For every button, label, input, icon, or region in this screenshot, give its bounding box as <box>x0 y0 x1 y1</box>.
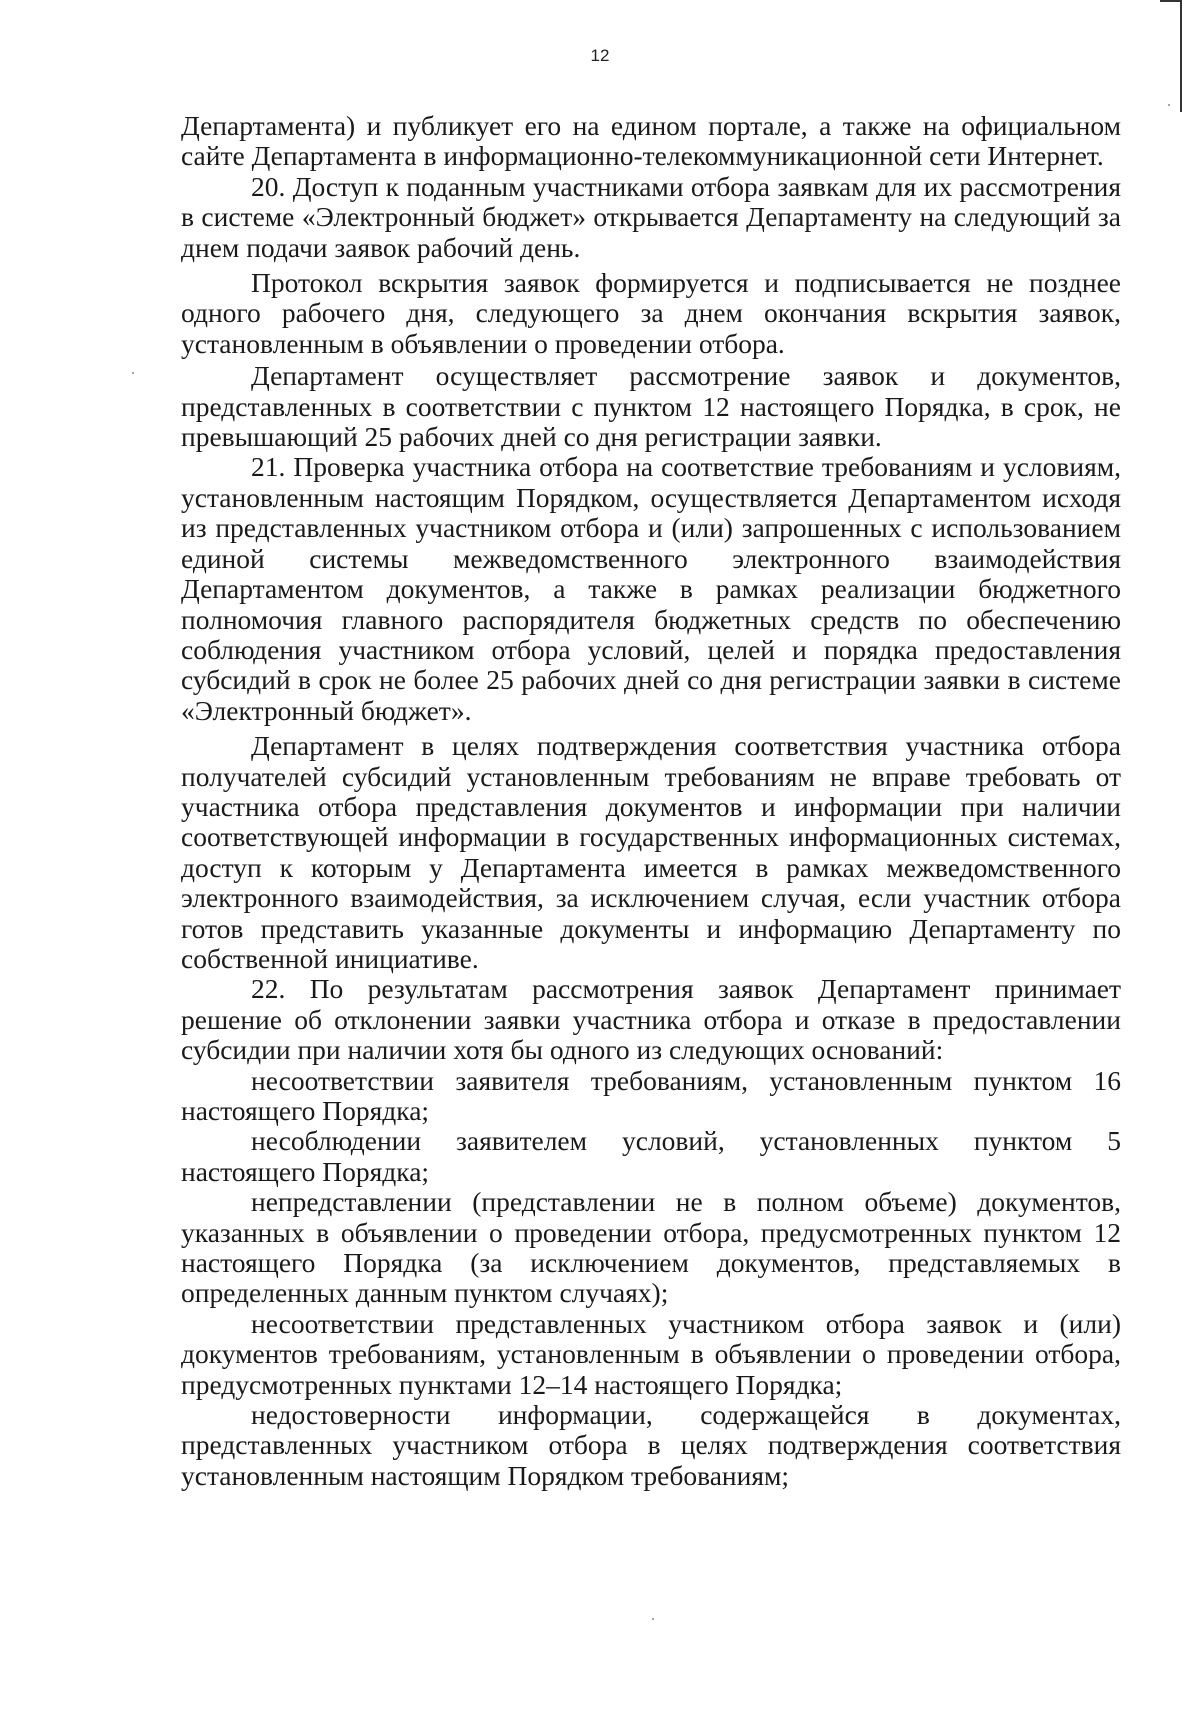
list-item-ground-2: несоблюдении заявителем условий, установленных пунктом 5 настоящего Порядка; <box>181 1125 1121 1187</box>
list-item-ground-3: непредставлении (представлении не в полном объеме) документов, указанных в объявлении о проведении отбора, предусмотренных пунктом 12 настоящего Порядка (за исключением документов, представляемых в определенных данным пунктом случаях); <box>181 1186 1121 1309</box>
paragraph-protocol: Протокол вскрытия заявок формируется и подписывается не позднее одного рабочего дня, следующего за днем окончания вскрытия заявок, установленным в объявлении о проведении отбора. <box>181 267 1121 359</box>
paragraph-item-20: 20. Доступ к поданным участниками отбора заявкам для их рассмотрения в системе «Электронный бюджет» открывается Департаменту на следующий за днем подачи заявок рабочий день. <box>181 170 1121 263</box>
list-item-ground-1: несоответствии заявителя требованиям, установленным пунктом 16 настоящего Порядка; <box>181 1064 1121 1126</box>
paragraph-no-extra-docs: Департамент в целях подтверждения соответствия участника отбора получателей субсидий установленным требованиям не вправе требовать от участника отбора представления документов и информации при наличии соответствующей информации в государственных информационных системах, доступ к которым у Департамента имеется в рамках межведомственного электронного взаимодействия, за исключением случая, если участник отбора готов представить указанные документы и информацию Департаменту по собственной инициативе. <box>181 730 1121 974</box>
scan-edge-tick <box>1160 0 1182 2</box>
page-number: 12 <box>590 46 610 65</box>
paragraph-item-22: 22. По результатам рассмотрения заявок Департамент принимает решение об отклонении заявки участника отбора и отказе в предоставлении субсидии при наличии хотя бы одного из следующих оснований: <box>181 973 1121 1066</box>
scan-speck <box>1168 104 1170 106</box>
paragraph-continuation: Департамента) и публикует его на едином портале, а также на официальном сайте Департамента в информационно-телекоммуникационной сети Интернет. <box>181 110 1121 172</box>
document-body <box>181 111 1121 1491</box>
paragraph-item-21: 21. Проверка участника отбора на соответствие требованиям и условиям, установленным настоящим Порядком, осуществляется Департаментом исходя из представленных участником отбора и (или) запрошенных с использованием единой системы межведомственного электронного взаимодействия Департаментом документов, а также в рамках реализации бюджетного полномочия главного распорядителя бюджетных средств по обеспечению соблюдения участником отбора условий, целей и порядка предоставления субсидий в срок не более 25 рабочих дней со дня регистрации заявки в системе «Электронный бюджет». <box>181 451 1121 726</box>
paragraph-review-term: Департамент осуществляет рассмотрение заявок и документов, представленных в соответствии с пунктом 12 настоящего Порядка, в срок, не превышающий 25 рабочих дней со дня регистрации заявки. <box>181 360 1121 453</box>
scan-speck <box>652 1618 654 1620</box>
list-item-ground-5: недостоверности информации, содержащейся в документах, представленных участником отбора в целях подтверждения соответствия установленным настоящим Порядком требованиям; <box>181 1399 1121 1491</box>
scan-speck <box>132 372 134 374</box>
list-item-ground-4: несоответствии представленных участником отбора заявок и (или) документов требованиям, установленным в объявлении о проведении отбора, предусмотренных пунктами 12–14 настоящего Порядка; <box>181 1307 1121 1400</box>
